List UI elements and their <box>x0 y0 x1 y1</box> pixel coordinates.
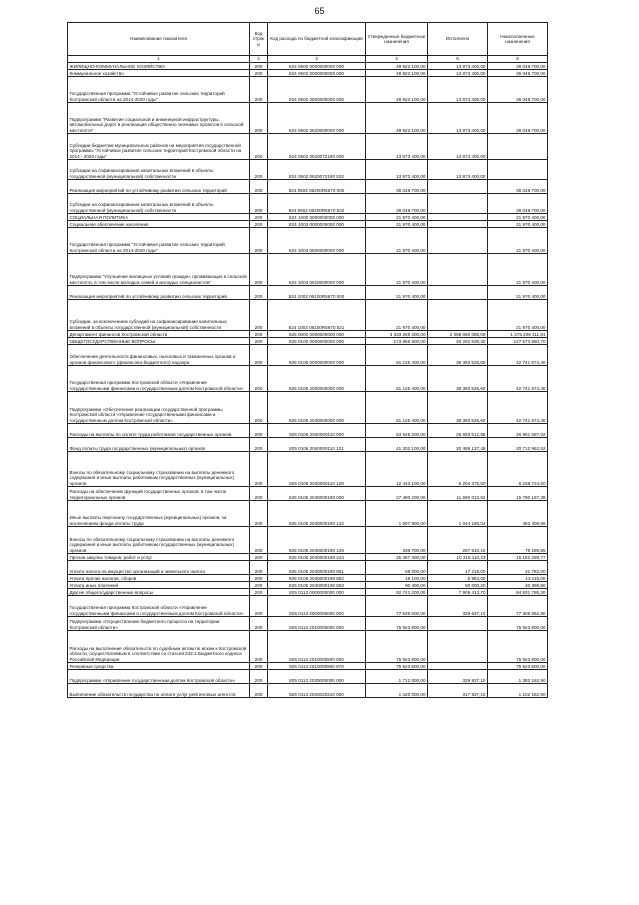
column-index: 2 <box>250 56 268 63</box>
table-row <box>68 527 548 554</box>
table-row <box>68 487 548 501</box>
row-name: Резервные средства <box>68 663 250 670</box>
row-kbk-code: 824 1003 06100R5670 000 <box>268 286 366 300</box>
row-kbk-code: 825 0113 2030000000 000 <box>268 670 366 684</box>
row-code: 200 <box>250 366 268 392</box>
row-approved: 21 970 400,00 <box>366 254 428 286</box>
row-code: 200 <box>250 575 268 582</box>
row-remaining: 20 712 962,52 <box>488 438 548 452</box>
row-approved: 36 048 700,00 <box>366 180 428 194</box>
row-kbk-code: 825 0100 0000000000 000 <box>268 338 366 345</box>
row-code: 200 <box>250 670 268 684</box>
row-code: 200 <box>250 63 268 70</box>
row-executed: 26 693 512,98 <box>428 424 488 438</box>
row-code: 200 <box>250 286 268 300</box>
row-name: Уплата прочих налогов, сборов <box>68 575 250 582</box>
row-name: Департамент финансов Костромской области <box>68 331 250 338</box>
row-executed <box>428 300 488 331</box>
row-code: 200 <box>250 194 268 214</box>
row-approved: 25 467 400,00 <box>366 554 428 561</box>
row-kbk-code: 825 0113 0000000000 000 <box>268 589 366 596</box>
row-approved: 75 923 800,00 <box>366 617 428 631</box>
row-code: 200 <box>250 70 268 77</box>
row-approved: 1 712 000,00 <box>366 670 428 684</box>
column-index: 4 <box>366 56 428 63</box>
table-row <box>68 631 548 663</box>
table-body <box>68 63 548 698</box>
row-name: Субсидии на софинансирование капитальных вложений в объекты государственной (муниципальной) собственности <box>68 194 250 214</box>
row-name: Подпрограмма "Развитие социальной и инженерной инфраструктуры, автомобильных дорог и реализация общественно значимых проектов в сельской местности" <box>68 103 250 134</box>
row-remaining: 26 951 687,02 <box>488 424 548 438</box>
row-executed: 38 383 525,60 <box>428 392 488 424</box>
table-row <box>68 684 548 698</box>
row-kbk-code: 825 0106 2040000190 000 <box>268 487 366 501</box>
header-approved: Утвержденные бюджетные назначения <box>366 23 428 56</box>
row-executed: 17 218,00 <box>428 561 488 575</box>
row-name: Реализация мероприятий по устойчивому развитию сельских территорий <box>68 286 250 300</box>
row-code: 200 <box>250 221 268 228</box>
row-approved: 173 866 600,00 <box>366 338 428 345</box>
table-row <box>68 103 548 134</box>
row-kbk-code: 825 0106 2040000190 244 <box>268 554 366 561</box>
row-kbk-code: 825 0113 2010000900 870 <box>268 663 366 670</box>
row-name: Расходы на выполнение обязательств по судебным актам по искам к Костромской области, осуществляемым в соответствии со статьей 242.2 Бюджетного кодекса Российской Федерации <box>68 631 250 663</box>
row-code: 200 <box>250 180 268 194</box>
row-kbk-code: 825 0113 2010000900 000 <box>268 631 366 663</box>
table-row <box>68 70 548 77</box>
row-remaining: 79 189,85 <box>488 527 548 554</box>
row-remaining: 36 048 700,00 <box>488 180 548 194</box>
row-code: 200 <box>250 214 268 221</box>
row-approved: 49 922 100,00 <box>366 103 428 134</box>
row-code: 200 <box>250 596 268 617</box>
row-code: 200 <box>250 561 268 575</box>
row-name: ОБЩЕГОСУДАРСТВЕННЫЕ ВОПРОСЫ <box>68 338 250 345</box>
table-row <box>68 392 548 424</box>
row-approved: 13 873 400,00 <box>366 134 428 160</box>
table-row <box>68 670 548 684</box>
row-name: Подпрограмма «Осуществление бюджетного процесса на территории Костромской области» <box>68 617 250 631</box>
row-executed: 2 058 060 088,09 <box>428 331 488 338</box>
row-code: 200 <box>250 554 268 561</box>
row-executed: 5 984,00 <box>428 575 488 582</box>
row-executed: 329 637,10 <box>428 596 488 617</box>
page-number: 65 <box>314 6 325 16</box>
row-remaining: 42 741 874,40 <box>488 392 548 424</box>
row-approved: 336 700,00 <box>366 527 428 554</box>
row-approved: 21 970 400,00 <box>366 214 428 221</box>
row-executed <box>428 221 488 228</box>
row-code: 200 <box>250 438 268 452</box>
row-kbk-code: 825 0106 2040000190 122 <box>268 501 366 527</box>
row-code: 200 <box>250 684 268 698</box>
row-executed <box>428 180 488 194</box>
row-name: Государственная программа Костромской области «Управление государственными финансами и государственным долгом Костромской области» <box>68 596 250 617</box>
row-executed <box>428 617 488 631</box>
row-code: 200 <box>250 617 268 631</box>
row-name: Другие общегосударственные вопросы <box>68 589 250 596</box>
row-executed: 13 873 400,00 <box>428 103 488 134</box>
row-name: Подпрограмма «Управление государственным долгом Костромской области» <box>68 670 250 684</box>
row-code: 200 <box>250 77 268 103</box>
row-name: Уплата иных платежей <box>68 582 250 589</box>
row-code: 200 <box>250 103 268 134</box>
row-remaining: 13 116,00 <box>488 575 548 582</box>
row-name: Реализация мероприятий по устойчивому развитию сельских территорий <box>68 180 250 194</box>
row-name: Государственная программа Костромской области «Управление государственными финансами и государственным долгом Костромской области» <box>68 366 250 392</box>
row-code: 200 <box>250 501 268 527</box>
table-row <box>68 366 548 392</box>
row-approved: 21 970 400,00 <box>366 228 428 254</box>
row-name: Взносы по обязательному социальному страхованию на выплаты денежного содержания и иные выплаты работникам государственных (муниципальных) органов <box>68 452 250 487</box>
row-approved: 75 923 800,00 <box>366 663 428 670</box>
row-remaining: 15 152 289,77 <box>488 554 548 561</box>
row-kbk-code: 825 0106 0000000000 000 <box>268 345 366 366</box>
row-name: ЖИЛИЩНО-КОММУНАЛЬНОЕ ХОЗЯЙСТВО <box>68 63 250 70</box>
table-row <box>68 663 548 670</box>
row-kbk-code: 824 0502 0600000000 000 <box>268 77 366 103</box>
table-row <box>68 438 548 452</box>
row-code: 200 <box>250 527 268 554</box>
row-name: Социальное обеспечение населения <box>68 221 250 228</box>
table-row <box>68 194 548 214</box>
row-remaining: 75 923 800,00 <box>488 617 548 631</box>
row-approved: 75 923 800,00 <box>366 631 428 663</box>
table-header-row <box>68 23 548 56</box>
row-code: 200 <box>250 300 268 331</box>
row-approved: 1 507 600,00 <box>366 501 428 527</box>
row-kbk-code: 824 0502 06200R5670 522 <box>268 194 366 214</box>
row-kbk-code: 825 0113 2000000000 000 <box>268 596 366 617</box>
row-approved: 49 922 100,00 <box>366 63 428 70</box>
row-remaining: 36 048 700,00 <box>488 103 548 134</box>
row-approved: 81 125 400,00 <box>366 392 428 424</box>
table-row <box>68 134 548 160</box>
table-row <box>68 424 548 438</box>
row-approved: 21 970 400,00 <box>366 221 428 228</box>
table-row <box>68 554 548 561</box>
row-executed: 13 873 400,00 <box>428 134 488 160</box>
row-kbk-code: 824 1003 0610000000 000 <box>268 254 366 286</box>
row-approved: 90 400,00 <box>366 582 428 589</box>
column-index-row <box>68 56 548 63</box>
header-executed: Исполнено <box>428 23 488 56</box>
table-row <box>68 160 548 180</box>
row-remaining: 42 741 874,40 <box>488 345 548 366</box>
table-row <box>68 77 548 103</box>
row-executed: 317 837,10 <box>428 684 488 698</box>
row-remaining: 1 275 209 111,91 <box>488 331 548 338</box>
row-approved: 27 480 200,00 <box>366 487 428 501</box>
row-name: Субсидии бюджетам муниципальных районов на мероприятия государственной программы "Устойчивое развитие сельских территорий Костромской области на 2014 - 2020 годы" <box>68 134 250 160</box>
row-name: Обеспечение деятельности финансовых, налоговых и таможенных органов и органов финансового (финансово-бюджетного) надзора <box>68 345 250 366</box>
row-name: Взносы по обязательному социальному страхованию на выплаты денежного содержания и иные выплаты работникам государственных (муниципальных) органов <box>68 527 250 554</box>
row-name: Подпрограмма «Обеспечение реализации государственной программы Костромской области «Управление государственными финансами и государственным долгом Костромской области» <box>68 392 250 424</box>
row-executed: 6 204 375,50 <box>428 452 488 487</box>
row-kbk-code: 824 0502 06200R5670 000 <box>268 180 366 194</box>
row-remaining <box>488 134 548 160</box>
row-kbk-code: 825 0106 2040000190 852 <box>268 575 366 582</box>
table-row <box>68 582 548 589</box>
row-approved: 49 922 100,00 <box>366 77 428 103</box>
row-remaining: 21 970 400,00 <box>488 254 548 286</box>
table-row <box>68 300 548 331</box>
row-executed: 257 510,15 <box>428 527 488 554</box>
row-kbk-code: 824 0502 0620000000 000 <box>268 103 366 134</box>
row-name: Государственная программа "Устойчивое развитие сельских территорий Костромской области на 2014-2020 годы" <box>68 77 250 103</box>
table-row <box>68 180 548 194</box>
row-executed: 329 837,10 <box>428 670 488 684</box>
row-kbk-code: 825 0106 2040000000 000 <box>268 392 366 424</box>
table-row <box>68 501 548 527</box>
row-approved: 81 125 400,00 <box>366 366 428 392</box>
row-code: 200 <box>250 228 268 254</box>
row-executed: 10 315 110,23 <box>428 554 488 561</box>
row-remaining: 127 573 660,70 <box>488 338 548 345</box>
table-row <box>68 286 548 300</box>
header-remaining: Неисполненные назначения <box>488 23 548 56</box>
row-name: Прочая закупка товаров, работ и услуг <box>68 554 250 561</box>
row-executed: 13 873 400,00 <box>428 77 488 103</box>
row-remaining: 21 970 400,00 <box>488 214 548 221</box>
row-executed: 13 873 400,00 <box>428 63 488 70</box>
table-row <box>68 214 548 221</box>
row-name: Выполнение обязательств государства по оплате услуг рейтинговых агентств <box>68 684 250 698</box>
row-remaining: 77 305 962,90 <box>488 596 548 617</box>
row-remaining: 75 923 800,00 <box>488 631 548 663</box>
header-name: Наименование показателя <box>68 23 250 56</box>
row-kbk-code: 824 0502 0620072190 000 <box>268 134 366 160</box>
row-executed: 20 489 137,48 <box>428 438 488 452</box>
row-executed: 38 383 525,60 <box>428 345 488 366</box>
row-name: Подпрограмма "Улучшение жилищных условий граждан, проживающих в сельской местности, в том числе молодых семей и молодых специалистов" <box>68 254 250 286</box>
row-executed: 46 292 939,30 <box>428 338 488 345</box>
table-row <box>68 575 548 582</box>
row-kbk-code: 825 0106 2040000190 851 <box>268 561 366 575</box>
row-kbk-code: 825 0106 2040000190 853 <box>268 582 366 589</box>
row-approved: 41 202 100,00 <box>366 438 428 452</box>
table-row <box>68 561 548 575</box>
row-remaining: 40 399,80 <box>488 582 548 589</box>
row-remaining: 21 970 400,00 <box>488 286 548 300</box>
column-index: 5 <box>428 56 488 63</box>
row-executed <box>428 214 488 221</box>
table-row <box>68 228 548 254</box>
row-kbk-code: 825 0106 2040000110 000 <box>268 424 366 438</box>
row-approved: 36 048 700,00 <box>366 194 428 214</box>
row-kbk-code: 825 0106 2040000110 129 <box>268 452 366 487</box>
row-kbk-code: 825 0106 2040000190 129 <box>268 527 366 554</box>
row-approved: 1 420 000,00 <box>366 684 428 698</box>
row-name: Коммунальное хозяйство <box>68 70 250 77</box>
row-code: 200 <box>250 331 268 338</box>
row-approved: 19 100,00 <box>366 575 428 582</box>
row-approved: 77 635 600,00 <box>366 596 428 617</box>
row-code: 200 <box>250 134 268 160</box>
row-kbk-code: 824 1003 0600000000 000 <box>268 228 366 254</box>
column-index: 1 <box>68 56 250 63</box>
row-code: 200 <box>250 631 268 663</box>
row-remaining: 15 790 187,38 <box>488 487 548 501</box>
row-remaining: 36 048 700,00 <box>488 77 548 103</box>
table-row <box>68 331 548 338</box>
row-kbk-code: 824 1003 06100R5670 521 <box>268 300 366 331</box>
row-remaining: 6 238 724,50 <box>488 452 548 487</box>
table-row <box>68 589 548 596</box>
row-executed <box>428 254 488 286</box>
table-row <box>68 63 548 70</box>
table-row <box>68 221 548 228</box>
row-kbk-code: 824 0502 0620072190 522 <box>268 160 366 180</box>
row-remaining: 41 782,00 <box>488 561 548 575</box>
row-kbk-code: 824 1003 0000000000 000 <box>268 221 366 228</box>
row-code: 200 <box>250 487 268 501</box>
row-approved: 12 443 100,00 <box>366 452 428 487</box>
row-name: Фонд оплаты труда государственных (муниципальных) органов <box>68 438 250 452</box>
row-remaining: 21 970 400,00 <box>488 300 548 331</box>
row-name: СОЦИАЛЬНАЯ ПОЛИТИКА <box>68 214 250 221</box>
row-executed: 38 383 525,60 <box>428 366 488 392</box>
row-remaining: 84 831 786,30 <box>488 589 548 596</box>
row-approved: 49 922 100,00 <box>366 70 428 77</box>
row-remaining: 21 970 400,00 <box>488 221 548 228</box>
row-code: 200 <box>250 424 268 438</box>
row-executed <box>428 228 488 254</box>
row-name: Расходы на обеспечение функций государственных органов, в том числе территориальных органов <box>68 487 250 501</box>
row-kbk-code: 825 0106 2000000000 000 <box>268 366 366 392</box>
row-kbk-code: 824 0500 0000000000 000 <box>268 63 366 70</box>
row-name: Расходы на выплаты по оплате труда работников государственных органов <box>68 424 250 438</box>
row-remaining: 42 741 874,40 <box>488 366 548 392</box>
row-kbk-code: 825 0113 2030020310 000 <box>268 684 366 698</box>
row-remaining: 36 048 700,00 <box>488 70 548 77</box>
row-approved: 3 333 269 200,00 <box>366 331 428 338</box>
row-approved: 21 970 400,00 <box>366 300 428 331</box>
header-kbk: Код расхода по бюджетной классификации <box>268 23 366 56</box>
row-code: 200 <box>250 582 268 589</box>
row-kbk-code: 825 0106 2040000110 121 <box>268 438 366 452</box>
row-code: 200 <box>250 589 268 596</box>
row-executed: 13 873 400,00 <box>428 70 488 77</box>
row-approved: 13 873 400,00 <box>366 160 428 180</box>
row-code: 200 <box>250 160 268 180</box>
row-code: 200 <box>250 345 268 366</box>
row-approved: 53 645 200,00 <box>366 424 428 438</box>
row-remaining: 36 048 700,00 <box>488 63 548 70</box>
row-remaining: 1 102 162,90 <box>488 684 548 698</box>
row-approved: 92 741 200,00 <box>366 589 428 596</box>
budget-execution-table <box>67 22 548 698</box>
row-kbk-code: 825 0000 0000000000 000 <box>268 331 366 338</box>
row-approved: 21 970 400,00 <box>366 286 428 300</box>
row-executed: 50 000,20 <box>428 582 488 589</box>
row-name: Государственная программа "Устойчивое развитие сельских территорий Костромской области на 2014-2020 годы" <box>68 228 250 254</box>
row-code: 200 <box>250 392 268 424</box>
row-remaining: 1 382 162,90 <box>488 670 548 684</box>
row-executed: 11 690 012,62 <box>428 487 488 501</box>
row-remaining: 463 409,96 <box>488 501 548 527</box>
table-row <box>68 338 548 345</box>
row-executed <box>428 631 488 663</box>
row-code: 200 <box>250 663 268 670</box>
column-index: 3 <box>268 56 366 63</box>
row-name: Субсидии на софинансирование капитальных вложений в объекты государственной (муниципальной) собственности <box>68 160 250 180</box>
row-kbk-code: 825 0113 2010000000 000 <box>268 617 366 631</box>
row-remaining: 75 923 800,00 <box>488 663 548 670</box>
row-name: Иные выплаты персоналу государственных (муниципальных) органов, за исключением фонда оплаты труда <box>68 501 250 527</box>
table-row <box>68 254 548 286</box>
row-approved: 81 125 400,00 <box>366 345 428 366</box>
row-kbk-code: 824 0502 0000000000 000 <box>268 70 366 77</box>
row-executed <box>428 194 488 214</box>
row-approved: 59 000,00 <box>366 561 428 575</box>
table-row <box>68 452 548 487</box>
row-name: Субсидии, за исключением субсидий на софинансирование капитальных вложений в объекты государственной (муниципальной) собственности <box>68 300 250 331</box>
row-name: Уплата налога на имущество организаций и земельного налога <box>68 561 250 575</box>
row-code: 200 <box>250 254 268 286</box>
row-remaining: 36 048 700,00 <box>488 194 548 214</box>
header-code: Код строк и <box>250 23 268 56</box>
row-remaining <box>488 160 548 180</box>
row-executed: 7 909 413,70 <box>428 589 488 596</box>
column-index: 6 <box>488 56 548 63</box>
row-kbk-code: 824 1000 0000000000 000 <box>268 214 366 221</box>
row-executed: 13 873 400,00 <box>428 160 488 180</box>
row-executed: 1 044 190,04 <box>428 501 488 527</box>
table-row <box>68 345 548 366</box>
row-code: 200 <box>250 338 268 345</box>
row-executed <box>428 286 488 300</box>
row-executed <box>428 663 488 670</box>
row-code: 200 <box>250 452 268 487</box>
table-row <box>68 596 548 617</box>
row-remaining: 21 970 400,00 <box>488 228 548 254</box>
table-row <box>68 617 548 631</box>
